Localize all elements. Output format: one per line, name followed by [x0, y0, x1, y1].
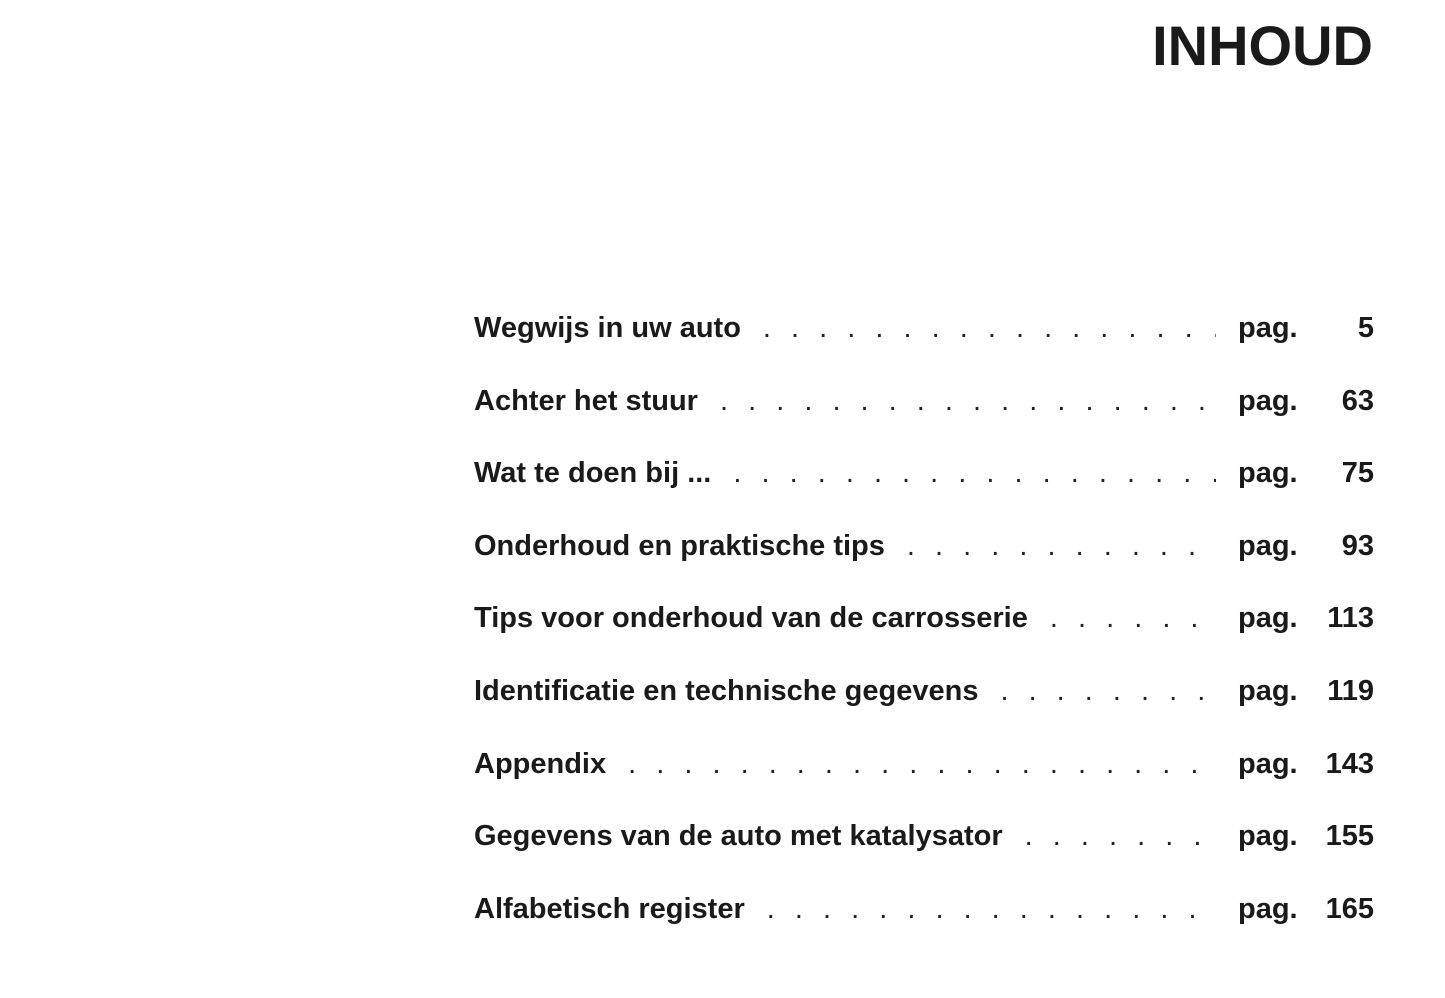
dot-leader	[733, 451, 1216, 495]
toc-entry[interactable]	[474, 887, 1374, 960]
toc-entry-label: Wat te doen bij ...	[474, 451, 733, 495]
toc-entry[interactable]	[474, 596, 1374, 669]
page-number: 93	[1308, 524, 1374, 568]
toc-entry-label: Tips voor onderhoud van de carrosserie	[474, 596, 1050, 640]
dot-leader	[907, 524, 1216, 568]
toc-entry-label: Appendix	[474, 742, 628, 786]
dot-leader	[720, 379, 1216, 423]
dot-leader	[1025, 814, 1216, 858]
page-number: 113	[1308, 596, 1374, 640]
page-number: 75	[1308, 451, 1374, 495]
page-title: INHOUD	[1152, 14, 1373, 77]
page-number: 155	[1308, 814, 1374, 858]
page-number: 119	[1308, 669, 1374, 713]
toc-entry[interactable]	[474, 524, 1374, 597]
toc-entry-label: Gegevens van de auto met katalysator	[474, 814, 1025, 858]
page-label: pag.	[1216, 596, 1308, 640]
toc-entry-label: Onderhoud en praktische tips	[474, 524, 907, 568]
toc-entry-label: Achter het stuur	[474, 379, 720, 423]
toc-entry[interactable]	[474, 306, 1374, 379]
dot-leader	[767, 887, 1216, 931]
toc-entry-label: Identificatie en technische gegevens	[474, 669, 1000, 713]
page-label: pag.	[1216, 306, 1308, 350]
dot-leader	[1000, 669, 1216, 713]
dot-leader	[628, 742, 1216, 786]
page-number: 143	[1308, 742, 1374, 786]
page-label: pag.	[1216, 451, 1308, 495]
toc-entry[interactable]	[474, 379, 1374, 452]
toc-entry[interactable]	[474, 669, 1374, 742]
page-label: pag.	[1216, 524, 1308, 568]
page-label: pag.	[1216, 887, 1308, 931]
page-label: pag.	[1216, 814, 1308, 858]
page-label: pag.	[1216, 669, 1308, 713]
page-number: 5	[1308, 306, 1374, 350]
toc-entry[interactable]	[474, 742, 1374, 815]
page-number: 63	[1308, 379, 1374, 423]
page-label: pag.	[1216, 742, 1308, 786]
page-number: 165	[1308, 887, 1374, 931]
page-label: pag.	[1216, 379, 1308, 423]
dot-leader	[763, 306, 1216, 350]
toc-entry-label: Alfabetisch register	[474, 887, 767, 931]
toc-entry[interactable]	[474, 814, 1374, 887]
toc-entry-label: Wegwijs in uw auto	[474, 306, 763, 350]
dot-leader	[1050, 596, 1216, 640]
table-of-contents	[474, 306, 1374, 959]
toc-entry[interactable]	[474, 451, 1374, 524]
